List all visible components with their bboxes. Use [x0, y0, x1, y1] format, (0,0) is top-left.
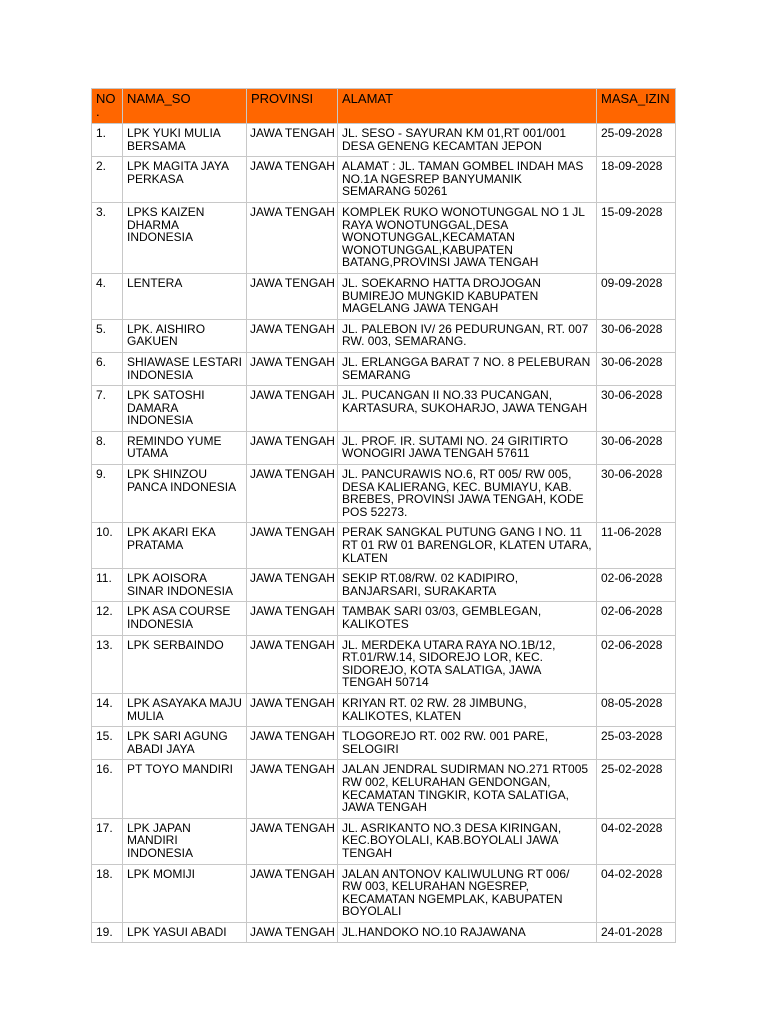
cell-no: 7. — [92, 386, 123, 432]
cell-no: 6. — [92, 352, 123, 385]
header-nama-so: NAMA_SO — [123, 89, 247, 124]
cell-nama-so: LPK SATOSHI DAMARA INDONESIA — [123, 386, 247, 432]
table-row — [92, 864, 676, 922]
cell-provinsi: JAWA TENGAH — [247, 352, 338, 385]
table-row — [92, 386, 676, 432]
table-row — [92, 157, 676, 203]
table-row — [92, 352, 676, 385]
cell-no: 5. — [92, 319, 123, 352]
cell-provinsi: JAWA TENGAH — [247, 386, 338, 432]
cell-provinsi: JAWA TENGAH — [247, 760, 338, 818]
cell-no: 11. — [92, 569, 123, 602]
table-row — [92, 273, 676, 319]
cell-alamat: JL. PROF. IR. SUTAMI NO. 24 GIRITIRTO WONOGIRI JAWA TENGAH 57611 — [338, 431, 597, 464]
table-row — [92, 760, 676, 818]
cell-nama-so: LPK JAPAN MANDIRI INDONESIA — [123, 818, 247, 864]
cell-masa-izin: 30-06-2028 — [597, 465, 676, 523]
header-provinsi: PROVINSI — [247, 89, 338, 124]
cell-no: 4. — [92, 273, 123, 319]
cell-provinsi: JAWA TENGAH — [247, 523, 338, 569]
cell-masa-izin: 30-06-2028 — [597, 319, 676, 352]
cell-no: 18. — [92, 864, 123, 922]
cell-nama-so: LPK ASA COURSE INDONESIA — [123, 602, 247, 635]
cell-no: 9. — [92, 465, 123, 523]
table-row — [92, 523, 676, 569]
training-institutions-table — [91, 88, 676, 943]
cell-no: 15. — [92, 727, 123, 760]
cell-provinsi: JAWA TENGAH — [247, 202, 338, 273]
cell-provinsi: JAWA TENGAH — [247, 864, 338, 922]
cell-nama-so: LPK YUKI MULIA BERSAMA — [123, 124, 247, 157]
cell-masa-izin: 25-03-2028 — [597, 727, 676, 760]
cell-masa-izin: 11-06-2028 — [597, 523, 676, 569]
cell-provinsi: JAWA TENGAH — [247, 465, 338, 523]
cell-masa-izin: 09-09-2028 — [597, 273, 676, 319]
cell-masa-izin: 08-05-2028 — [597, 693, 676, 726]
cell-alamat: JALAN ANTONOV KALIWULUNG RT 006/ RW 003, KELURAHAN NGESREP, KECAMATAN NGEMPLAK, KABUPATEN BOYOLALI — [338, 864, 597, 922]
header-masa-izin: MASA_IZIN — [597, 89, 676, 124]
cell-nama-so: LPK. AISHIRO GAKUEN — [123, 319, 247, 352]
cell-alamat: JL. ASRIKANTO NO.3 DESA KIRINGAN, KEC.BOYOLALI, KAB.BOYOLALI JAWA TENGAH — [338, 818, 597, 864]
table-row — [92, 922, 676, 943]
table-row — [92, 319, 676, 352]
cell-alamat: JL. SESO - SAYURAN KM 01,RT 001/001 DESA GENENG KECAMTAN JEPON — [338, 124, 597, 157]
cell-alamat: TAMBAK SARI 03/03, GEMBLEGAN, KALIKOTES — [338, 602, 597, 635]
cell-nama-so: LPK AOISORA SINAR INDONESIA — [123, 569, 247, 602]
cell-masa-izin: 25-02-2028 — [597, 760, 676, 818]
cell-no: 2. — [92, 157, 123, 203]
cell-nama-so: LPK MOMIJI — [123, 864, 247, 922]
cell-alamat: JL. ERLANGGA BARAT 7 NO. 8 PELEBURAN SEMARANG — [338, 352, 597, 385]
cell-no: 8. — [92, 431, 123, 464]
cell-alamat: JL. MERDEKA UTARA RAYA NO.1B/12, RT.01/RW.14, SIDOREJO LOR, KEC. SIDOREJO, KOTA SALATIGA, JAWA TENGAH 50714 — [338, 635, 597, 693]
cell-provinsi: JAWA TENGAH — [247, 635, 338, 693]
cell-nama-so: REMINDO YUME UTAMA — [123, 431, 247, 464]
cell-masa-izin: 30-06-2028 — [597, 386, 676, 432]
cell-alamat: JALAN JENDRAL SUDIRMAN NO.271 RT005 RW 002, KELURAHAN GENDONGAN, KECAMATAN TINGKIR, KOTA SALATIGA, JAWA TENGAH — [338, 760, 597, 818]
table-row — [92, 124, 676, 157]
cell-nama-so: LPK AKARI EKA PRATAMA — [123, 523, 247, 569]
cell-no: 17. — [92, 818, 123, 864]
cell-provinsi: JAWA TENGAH — [247, 818, 338, 864]
document-page — [91, 88, 675, 943]
cell-masa-izin: 25-09-2028 — [597, 124, 676, 157]
cell-alamat: JL. PUCANGAN II NO.33 PUCANGAN, KARTASURA, SUKOHARJO, JAWA TENGAH — [338, 386, 597, 432]
table-row — [92, 727, 676, 760]
cell-alamat: JL.HANDOKO NO.10 RAJAWANA — [338, 922, 597, 943]
cell-nama-so: LPK SERBAINDO — [123, 635, 247, 693]
cell-alamat: PERAK SANGKAL PUTUNG GANG I NO. 11 RT 01 RW 01 BARENGLOR, KLATEN UTARA, KLATEN — [338, 523, 597, 569]
table-row — [92, 569, 676, 602]
table-row — [92, 635, 676, 693]
cell-nama-so: LPKS KAIZEN DHARMA INDONESIA — [123, 202, 247, 273]
cell-no: 19. — [92, 922, 123, 943]
cell-nama-so: LPK MAGITA JAYA PERKASA — [123, 157, 247, 203]
cell-nama-so: SHIAWASE LESTARI INDONESIA — [123, 352, 247, 385]
cell-alamat: SEKIP RT.08/RW. 02 KADIPIRO, BANJARSARI, SURAKARTA — [338, 569, 597, 602]
table-row — [92, 431, 676, 464]
cell-no: 12. — [92, 602, 123, 635]
table-row — [92, 602, 676, 635]
cell-provinsi: JAWA TENGAH — [247, 157, 338, 203]
cell-no: 3. — [92, 202, 123, 273]
table-header-row — [92, 89, 676, 124]
cell-no: 16. — [92, 760, 123, 818]
cell-nama-so: LPK SHINZOU PANCA INDONESIA — [123, 465, 247, 523]
table-body — [92, 124, 676, 943]
cell-masa-izin: 30-06-2028 — [597, 431, 676, 464]
table-row — [92, 693, 676, 726]
cell-alamat: JL. PANCURAWIS NO.6, RT 005/ RW 005, DESA KALIERANG, KEC. BUMIAYU, KAB. BREBES, PROVINSI JAWA TENGAH, KODE POS 52273. — [338, 465, 597, 523]
cell-masa-izin: 30-06-2028 — [597, 352, 676, 385]
cell-no: 14. — [92, 693, 123, 726]
cell-masa-izin: 02-06-2028 — [597, 602, 676, 635]
cell-nama-so: LENTERA — [123, 273, 247, 319]
cell-provinsi: JAWA TENGAH — [247, 319, 338, 352]
cell-nama-so: LPK YASUI ABADI — [123, 922, 247, 943]
cell-alamat: TLOGOREJO RT. 002 RW. 001 PARE, SELOGIRI — [338, 727, 597, 760]
cell-masa-izin: 04-02-2028 — [597, 864, 676, 922]
cell-provinsi: JAWA TENGAH — [247, 431, 338, 464]
cell-no: 10. — [92, 523, 123, 569]
cell-masa-izin: 02-06-2028 — [597, 569, 676, 602]
cell-nama-so: LPK ASAYAKA MAJU MULIA — [123, 693, 247, 726]
cell-no: 1. — [92, 124, 123, 157]
cell-provinsi: JAWA TENGAH — [247, 569, 338, 602]
table-row — [92, 818, 676, 864]
table-row — [92, 465, 676, 523]
cell-provinsi: JAWA TENGAH — [247, 124, 338, 157]
table-row — [92, 202, 676, 273]
cell-provinsi: JAWA TENGAH — [247, 922, 338, 943]
cell-provinsi: JAWA TENGAH — [247, 727, 338, 760]
cell-alamat: ALAMAT : JL. TAMAN GOMBEL INDAH MAS NO.1A NGESREP BANYUMANIK SEMARANG 50261 — [338, 157, 597, 203]
cell-masa-izin: 02-06-2028 — [597, 635, 676, 693]
header-alamat: ALAMAT — [338, 89, 597, 124]
cell-alamat: KRIYAN RT. 02 RW. 28 JIMBUNG, KALIKOTES, KLATEN — [338, 693, 597, 726]
cell-alamat: JL. PALEBON IV/ 26 PEDURUNGAN, RT. 007 RW. 003, SEMARANG. — [338, 319, 597, 352]
cell-nama-so: LPK SARI AGUNG ABADI JAYA — [123, 727, 247, 760]
cell-masa-izin: 15-09-2028 — [597, 202, 676, 273]
cell-alamat: JL. SOEKARNO HATTA DROJOGAN BUMIREJO MUNGKID KABUPATEN MAGELANG JAWA TENGAH — [338, 273, 597, 319]
header-no: NO. — [92, 89, 123, 124]
cell-masa-izin: 04-02-2028 — [597, 818, 676, 864]
cell-no: 13. — [92, 635, 123, 693]
cell-provinsi: JAWA TENGAH — [247, 602, 338, 635]
cell-masa-izin: 18-09-2028 — [597, 157, 676, 203]
cell-masa-izin: 24-01-2028 — [597, 922, 676, 943]
cell-alamat: KOMPLEK RUKO WONOTUNGGAL NO 1 JL RAYA WONOTUNGGAL,DESA WONOTUNGGAL,KECAMATAN WONOTUNGGAL,KABUPATEN BATANG,PROVINSI JAWA TENGAH — [338, 202, 597, 273]
cell-nama-so: PT TOYO MANDIRI — [123, 760, 247, 818]
cell-provinsi: JAWA TENGAH — [247, 693, 338, 726]
cell-provinsi: JAWA TENGAH — [247, 273, 338, 319]
